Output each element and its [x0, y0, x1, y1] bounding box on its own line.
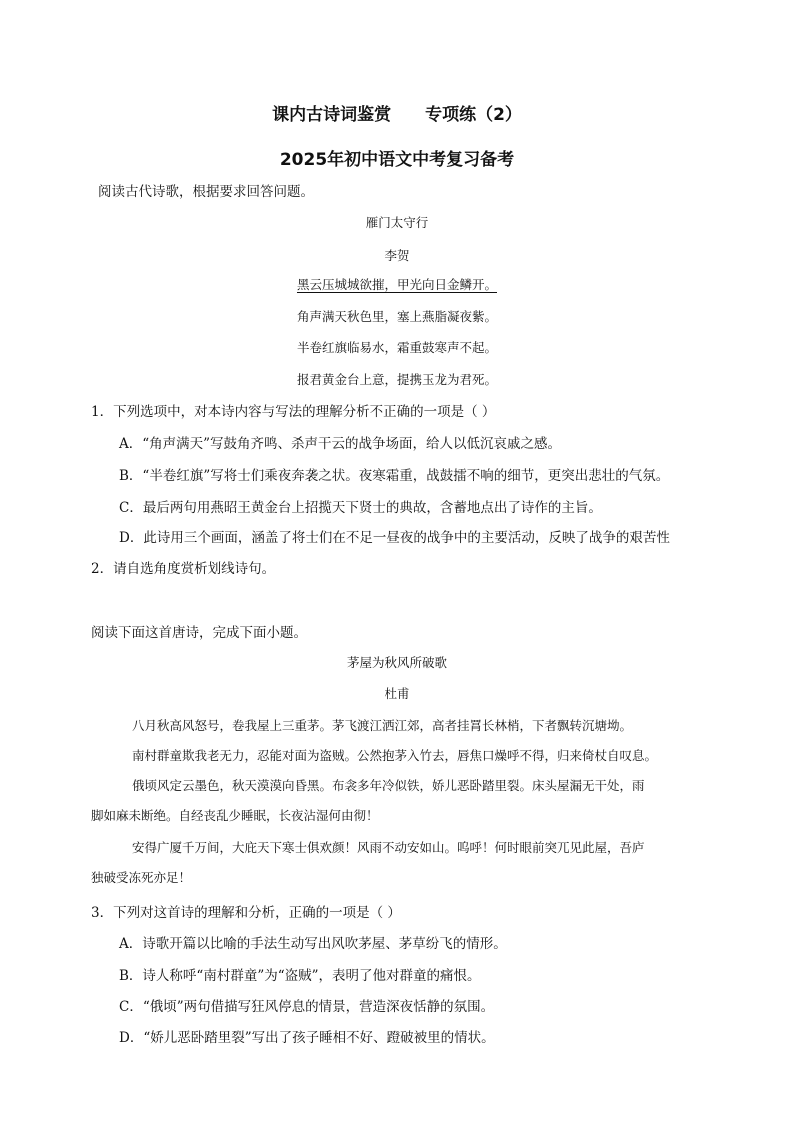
poem2-paragraph: 南村群童欺我老无力，忍能对面为盗贼。公然抱茅入竹去，唇焦口燥呼不得，归来倚杖自叹息。 [132, 748, 658, 763]
question-3-option-d: D．“娇儿恶卧踏里裂”写出了孩子睡相不好、蹬破被里的情状。 [119, 1030, 495, 1046]
page-title [0, 100, 794, 125]
poem2-paragraph: 安得广厦千万间，大庇天下寒士俱欢颜！风雨不动安如山。呜呼！何时眼前突兀见此屋，吾庐 [132, 840, 645, 855]
poem2-author: 杜甫 [384, 686, 410, 701]
poem2-paragraph: 俄顷风定云墨色，秋天漠漠向昏黑。布衾多年冷似铁，娇儿恶卧踏里裂。床头屋漏无干处，雨 [132, 778, 645, 793]
question-1-option-a: A．“角声满天”写鼓角齐鸣、杀声干云的战争场面，给人以低沉哀戚之感。 [119, 436, 562, 452]
poem1-line: 角声满天秋色里，塞上燕脂凝夜紫。 [296, 309, 497, 324]
question-3-option-a: A．诗歌开篇以比喻的手法生动写出风吹茅屋、茅草纷飞的情形。 [119, 936, 507, 952]
poem1-author: 李贺 [384, 248, 410, 263]
question-3-option-c: C．“俄顷”两句借描写狂风停息的情景，营造深夜恬静的氛围。 [119, 999, 495, 1015]
question-3-stem: 3．下列对这首诗的理解和分析，正确的一项是（ ） [91, 905, 401, 921]
page-title-main: 课内古诗词鉴赏 [272, 105, 392, 125]
section2-intro: 阅读下面这首唐诗，完成下面小题。 [91, 625, 307, 641]
section1-intro: 阅读古代诗歌，根据要求回答问题。 [98, 184, 314, 200]
question-2-stem: 2．请自选角度赏析划线诗句。 [91, 561, 276, 577]
poem1-line: 半卷红旗临易水，霜重鼓寒声不起。 [296, 340, 497, 355]
question-1-option-b: B．“半卷红旗”写将士们乘夜奔袭之状。夜寒霜重，战鼓擂不响的细节，更突出悲壮的气氛。 [119, 468, 670, 484]
question-1-option-c: C．最后两句用燕昭王黄金台上招揽天下贤士的典故，含蓄地点出了诗作的主旨。 [119, 500, 602, 516]
question-3-option-b: B．诗人称呼“南村群童”为“盗贼”，表明了他对群童的痛恨。 [119, 968, 481, 984]
question-1-option-d: D．此诗用三个画面，涵盖了将士们在不足一昼夜的战争中的主要活动，反映了战争的艰苦性 [119, 530, 670, 546]
poem1-line: 报君黄金台上意，提携玉龙为君死。 [296, 372, 497, 387]
poem2-paragraph-cont: 独破受冻死亦足！ [91, 870, 192, 885]
page-title-series: 专项练（2） [425, 105, 522, 125]
poem1-line-underlined: 黑云压城城欲摧，甲光向日金鳞开。 [296, 277, 497, 292]
poem1-title: 雁门太守行 [365, 215, 429, 230]
question-1-stem: 1．下列选项中，对本诗内容与写法的理解分析不正确的一项是（ ） [91, 404, 496, 420]
poem2-title: 茅屋为秋风所破歌 [346, 655, 447, 670]
page-subtitle: 2025年初中语文中考复习备考 [279, 150, 515, 170]
poem2-paragraph: 八月秋高风怒号，卷我屋上三重茅。茅飞渡江洒江郊，高者挂罥长林梢，下者飘转沉塘坳。 [132, 718, 633, 733]
poem2-paragraph-cont: 脚如麻未断绝。自经丧乱少睡眠，长夜沾湿何由彻！ [91, 808, 379, 823]
